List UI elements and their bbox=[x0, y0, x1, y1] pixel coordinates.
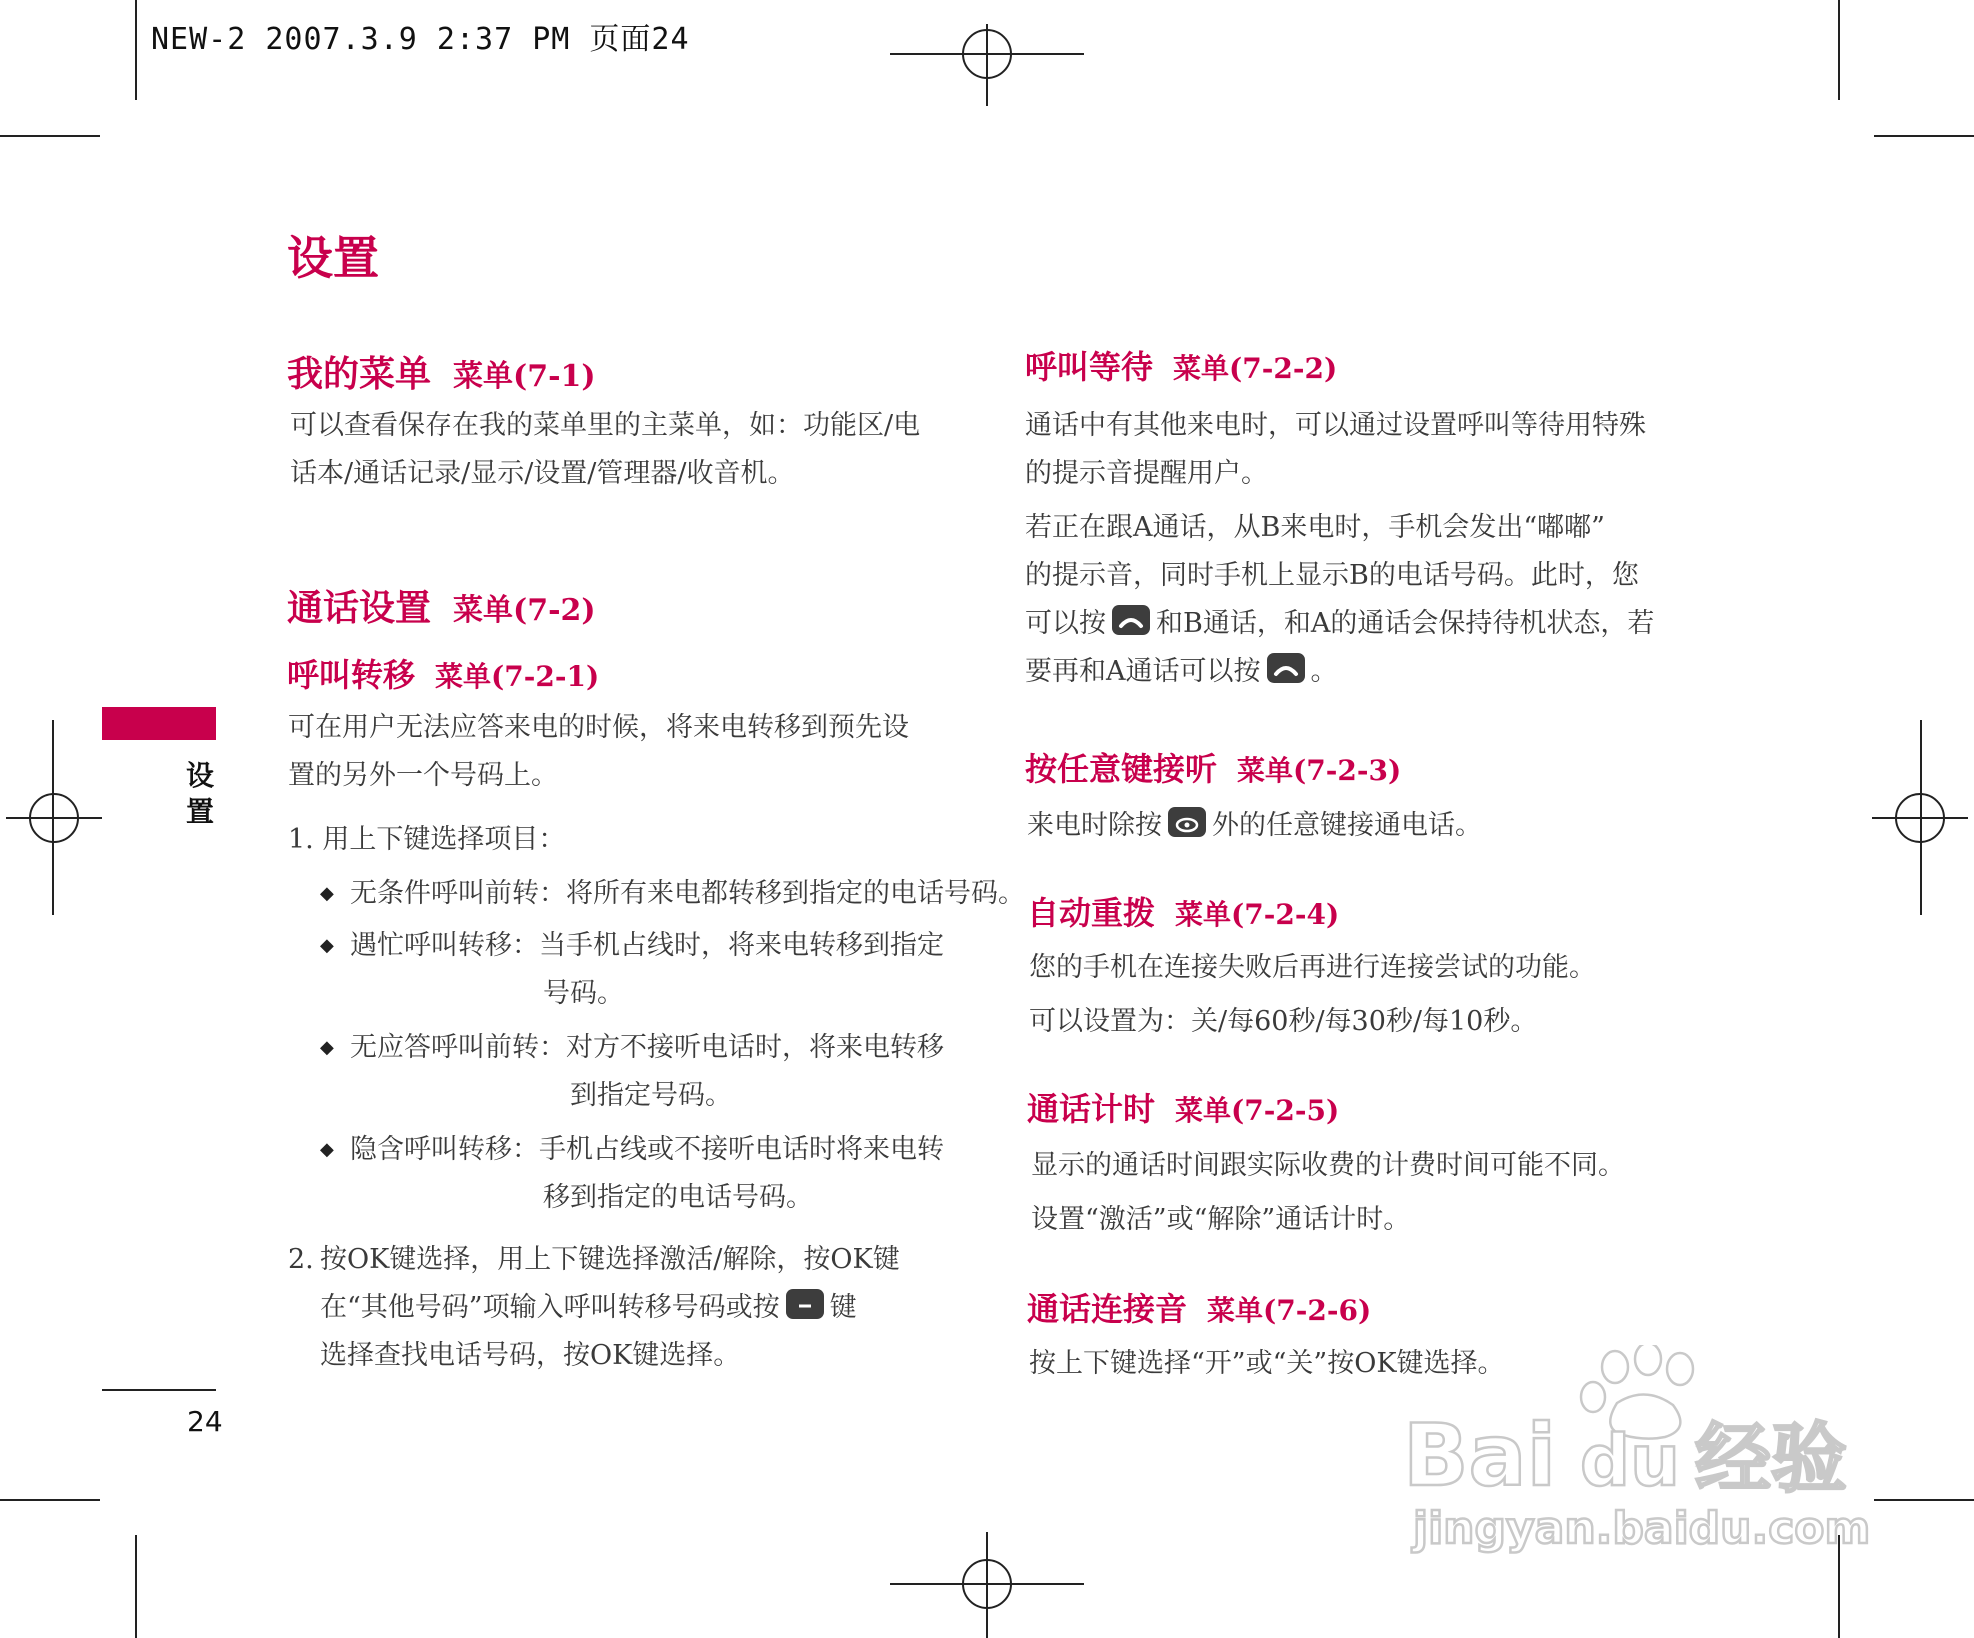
soft-key-icon bbox=[786, 1289, 824, 1319]
bullet-continuation: 移到指定的电话号码。 bbox=[543, 1182, 813, 1213]
subsection-heading-call-timer bbox=[1027, 1084, 1339, 1130]
text-line: 您的手机在连接失败后再进行连接尝试的功能。 bbox=[1029, 952, 1596, 983]
registration-mark-icon bbox=[890, 24, 1084, 106]
send-key-icon bbox=[1112, 605, 1150, 635]
text-line bbox=[1025, 600, 1654, 648]
section-tab-label: 设 置 bbox=[186, 759, 215, 828]
step-2-number: 2. bbox=[288, 1244, 314, 1275]
heading-title: 按任意键接听 bbox=[1025, 750, 1218, 788]
text-line: 若正在跟A通话，从B来电时，手机会发出“嘟嘟” bbox=[1025, 512, 1605, 543]
text-line: 通话中有其他来电时，可以通过设置呼叫等待用特殊 bbox=[1025, 410, 1646, 441]
text-segment: 可以按 bbox=[1025, 608, 1106, 639]
menu-reference: 菜单(7-2-2) bbox=[1173, 352, 1338, 385]
step-2 bbox=[320, 1236, 900, 1380]
subsection-heading-connect-tone bbox=[1027, 1284, 1371, 1330]
text-segment: 来电时除按 bbox=[1027, 810, 1162, 841]
text-segment: 外的任意键接通电话。 bbox=[1212, 810, 1482, 841]
bullet-text: 将所有来电都转移到指定的电话号码。 bbox=[566, 878, 1025, 909]
call-waiting-description bbox=[1025, 402, 1654, 696]
crop-mark bbox=[1838, 0, 1840, 100]
text-segment: 和B通话，和A的通话会保持待机状态，若 bbox=[1156, 608, 1655, 639]
crop-mark bbox=[0, 135, 100, 137]
subsection-heading-auto-redial bbox=[1027, 888, 1339, 934]
crop-mark bbox=[0, 1499, 100, 1501]
text-line: 选择查找电话号码，按OK键选择。 bbox=[320, 1340, 741, 1371]
text-segment: 要再和A通话可以按 bbox=[1025, 656, 1261, 687]
text-line: 显示的通话时间跟实际收费的计费时间可能不同。 bbox=[1031, 1150, 1625, 1181]
watermark-brand: 经验 bbox=[1695, 1414, 1847, 1503]
menu-reference: 菜单(7-2-3) bbox=[1237, 754, 1402, 787]
crop-mark bbox=[1874, 1499, 1974, 1501]
bullet-diamond: ◆ bbox=[320, 883, 334, 904]
text-line: 按上下键选择“开”或“关”按OK键选择。 bbox=[1029, 1348, 1505, 1379]
heading-title: 通话计时 bbox=[1027, 1090, 1156, 1128]
heading-title: 自动重拨 bbox=[1027, 894, 1156, 932]
heading-title: 通话连接音 bbox=[1027, 1290, 1188, 1328]
send-key-icon bbox=[1267, 653, 1305, 683]
call-timer-description bbox=[1031, 1142, 1625, 1244]
text-segment: 。 bbox=[1310, 656, 1338, 687]
call-forward-intro bbox=[288, 704, 909, 800]
bullet-text: 对方不接听电话时，将来电转移 bbox=[566, 1032, 944, 1063]
bullet-item bbox=[320, 1126, 944, 1174]
text-line: 话本/通话记录/显示/设置/管理器/收音机。 bbox=[290, 458, 795, 489]
page-number: 24 bbox=[187, 1405, 223, 1438]
bullet-diamond: ◆ bbox=[320, 1037, 334, 1058]
bullet-continuation: 到指定号码。 bbox=[570, 1080, 732, 1111]
crop-mark bbox=[1874, 135, 1974, 137]
heading-title: 呼叫转移 bbox=[287, 656, 416, 694]
menu-reference: 菜单(7-2) bbox=[453, 593, 596, 628]
baidu-watermark bbox=[1395, 1345, 1875, 1555]
text-line: 的提示音，同时手机上显示B的电话号码。此时，您 bbox=[1025, 560, 1639, 591]
text-line: 可以查看保存在我的菜单里的主菜单，如：功能区/电 bbox=[290, 410, 921, 441]
text-line: 置的另外一个号码上。 bbox=[288, 760, 558, 791]
subsection-heading-any-key-answer bbox=[1025, 744, 1401, 790]
heading-title: 呼叫等待 bbox=[1025, 348, 1154, 386]
end-key-icon bbox=[1168, 807, 1206, 837]
menu-reference: 菜单(7-1) bbox=[453, 359, 596, 394]
subsection-heading-call-waiting bbox=[1025, 342, 1337, 388]
bullet-item bbox=[320, 1024, 944, 1072]
registration-mark-icon bbox=[1872, 790, 1968, 846]
watermark-brand: Bai bbox=[1403, 1406, 1557, 1506]
menu-reference: 菜单(7-2-4) bbox=[1175, 898, 1340, 931]
page-number-rule bbox=[102, 1389, 216, 1391]
registration-mark-icon bbox=[890, 1532, 1084, 1638]
my-menu-description bbox=[290, 402, 920, 498]
menu-reference: 菜单(7-2-5) bbox=[1175, 1094, 1340, 1127]
text-segment: 键 bbox=[829, 1292, 857, 1323]
section-heading-call-settings bbox=[287, 580, 596, 631]
bullet-item bbox=[320, 870, 1025, 918]
text-line bbox=[320, 1284, 900, 1332]
text-line: 可在用户无法应答来电的时候，将来电转移到预先设 bbox=[288, 712, 909, 743]
step-1: 1. 用上下键选择项目： bbox=[288, 824, 566, 855]
registration-mark-icon bbox=[6, 790, 102, 846]
text-line bbox=[1025, 648, 1654, 696]
watermark-url: jingyan.baidu.com bbox=[1413, 1503, 1871, 1554]
crop-mark bbox=[135, 1535, 137, 1638]
menu-reference: 菜单(7-2-6) bbox=[1207, 1294, 1372, 1327]
any-key-description bbox=[1027, 802, 1482, 850]
bullet-diamond: ◆ bbox=[320, 1139, 334, 1160]
text-line: 的提示音提醒用户。 bbox=[1025, 458, 1268, 489]
heading-title: 通话设置 bbox=[287, 588, 432, 629]
crop-mark bbox=[135, 0, 137, 100]
section-tab bbox=[102, 707, 216, 740]
bullet-continuation: 号码。 bbox=[543, 978, 624, 1009]
bullet-diamond: ◆ bbox=[320, 935, 334, 956]
bullet-item bbox=[320, 922, 944, 970]
heading-title: 我的菜单 bbox=[287, 354, 432, 395]
bullet-text: 当手机占线时，将来电转移到指定 bbox=[539, 930, 944, 961]
page-title: 设置 bbox=[287, 231, 379, 285]
bullet-label: 无条件呼叫前转： bbox=[350, 878, 566, 909]
bullet-label: 隐含呼叫转移： bbox=[350, 1134, 539, 1165]
text-line: 按OK键选择，用上下键选择激活/解除，按OK键 bbox=[320, 1244, 900, 1275]
bullet-label: 遇忙呼叫转移： bbox=[350, 930, 539, 961]
auto-redial-description bbox=[1029, 944, 1596, 1046]
subsection-heading-call-forward bbox=[287, 650, 599, 696]
menu-reference: 菜单(7-2-1) bbox=[435, 660, 600, 693]
text-line: 可以设置为：关/每60秒/每30秒/每10秒。 bbox=[1029, 1006, 1538, 1037]
print-info: NEW-2 2007.3.9 2:37 PM 页面24 bbox=[151, 22, 690, 57]
text-line: 设置“激活”或“解除”通话计时。 bbox=[1031, 1204, 1411, 1235]
bullet-text: 手机占线或不接听电话时将来电转 bbox=[539, 1134, 944, 1165]
section-heading-my-menu bbox=[287, 346, 596, 397]
text-segment: 在“其他号码”项输入呼叫转移号码或按 bbox=[320, 1292, 780, 1323]
bullet-label: 无应答呼叫前转： bbox=[350, 1032, 566, 1063]
watermark-brand: du bbox=[1580, 1420, 1680, 1502]
